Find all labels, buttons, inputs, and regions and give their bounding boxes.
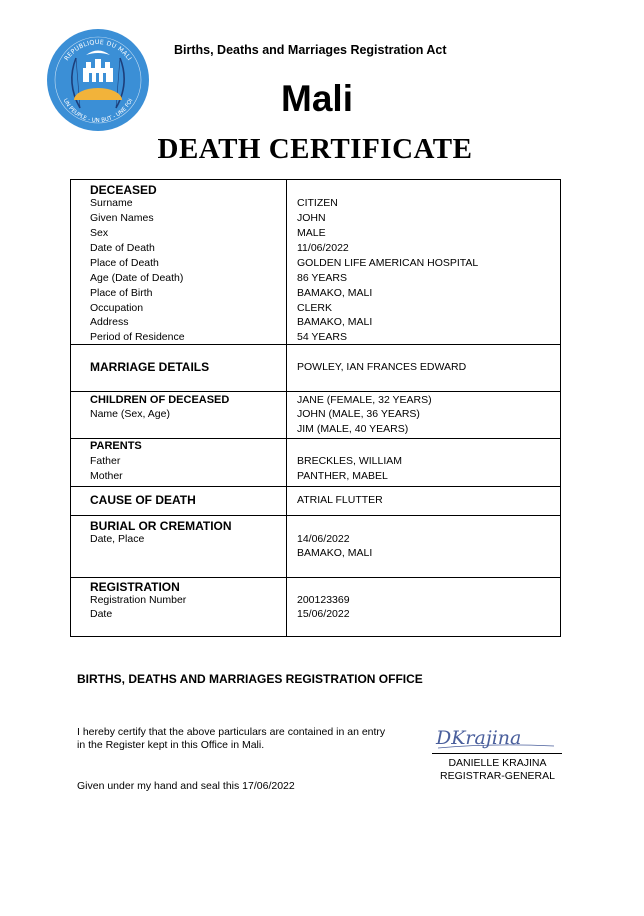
given-under-seal: Given under my hand and seal this 17/06/2022 — [77, 780, 295, 792]
given-names-value: JOHN — [297, 212, 326, 224]
registrar-name: DANIELLE KRAJINA — [448, 757, 547, 769]
place-of-birth-label: Place of Birth — [90, 287, 153, 299]
burial-section — [71, 515, 560, 578]
registration-number-value: 200123369 — [297, 594, 350, 606]
parents-section — [71, 438, 560, 487]
registration-act-heading: Births, Deaths and Marriages Registration Act — [174, 43, 447, 57]
date-of-death-label: Date of Death — [90, 242, 155, 254]
marriage-value: POWLEY, IAN FRANCES EDWARD — [297, 361, 467, 373]
deceased-heading: DECEASED — [90, 183, 157, 197]
cause-section — [71, 486, 560, 516]
father-value: BRECKLES, WILLIAM — [297, 455, 403, 467]
registration-date-label: Date — [90, 608, 113, 620]
country-name: Mali — [281, 78, 353, 119]
certificate-table — [70, 179, 561, 637]
address-value: BAMAKO, MALI — [297, 316, 373, 328]
period-of-residence-value: 54 YEARS — [297, 331, 348, 343]
children-heading: CHILDREN OF DECEASED — [90, 394, 230, 406]
children-label: Name (Sex, Age) — [90, 408, 170, 420]
burial-place: BAMAKO, MALI — [297, 547, 373, 559]
cause-value: ATRIAL FLUTTER — [297, 494, 383, 506]
mother-label: Mother — [90, 470, 123, 482]
marriage-heading: MARRIAGE DETAILS — [90, 360, 210, 374]
registration-date-value: 15/06/2022 — [297, 608, 350, 620]
registration-office-title: BIRTHS, DEATHS AND MARRIAGES REGISTRATION OFFICE — [77, 672, 423, 686]
occupation-value: CLERK — [297, 302, 333, 314]
signature-line — [432, 753, 562, 754]
sex-label: Sex — [90, 227, 109, 239]
surname-label: Surname — [90, 197, 133, 209]
seal-bottom-text: UN PEUPLE - UN BUT - UNE FOI — [61, 97, 135, 125]
parents-heading: PARENTS — [90, 440, 142, 452]
surname-value: CITIZEN — [297, 197, 338, 209]
certify-line-1: I hereby certify that the above particulars are contained in an entry — [77, 726, 386, 738]
address-label: Address — [90, 316, 129, 328]
place-of-death-label: Place of Death — [90, 257, 159, 269]
occupation-label: Occupation — [90, 302, 144, 314]
burial-heading: BURIAL OR CREMATION — [90, 519, 232, 533]
registrar-title: REGISTRAR-GENERAL — [440, 770, 555, 782]
child-value: JOHN (MALE, 36 YEARS) — [297, 408, 420, 420]
date-of-death-value: 11/06/2022 — [297, 242, 349, 254]
document-title: DEATH CERTIFICATE — [157, 133, 473, 165]
seal-top-text: REPUBLIQUE DU MALI — [63, 38, 133, 63]
father-label: Father — [90, 455, 121, 467]
registrar-signature — [432, 722, 562, 752]
child-value: JANE (FEMALE, 32 YEARS) — [297, 394, 432, 406]
registration-section — [71, 577, 560, 637]
marriage-section — [71, 344, 560, 392]
burial-label: Date, Place — [90, 533, 145, 545]
age-value: 86 YEARS — [297, 272, 348, 284]
deceased-section — [71, 180, 560, 345]
certify-line-2: in the Register kept in this Office in Mali. — [77, 739, 265, 751]
given-names-label: Given Names — [90, 212, 154, 224]
mother-value: PANTHER, MABEL — [297, 470, 388, 482]
child-value: JIM (MALE, 40 YEARS) — [297, 423, 409, 435]
children-section — [71, 391, 560, 439]
signature-text: DKrajina — [436, 727, 522, 749]
place-of-birth-value: BAMAKO, MALI — [297, 287, 373, 299]
cause-heading: CAUSE OF DEATH — [90, 493, 196, 507]
period-of-residence-label: Period of Residence — [90, 331, 185, 343]
place-of-death-value: GOLDEN LIFE AMERICAN HOSPITAL — [297, 257, 479, 269]
sex-value: MALE — [297, 227, 326, 239]
age-label: Age (Date of Death) — [90, 272, 184, 284]
registration-number-label: Registration Number — [90, 594, 187, 606]
registration-heading: REGISTRATION — [90, 580, 180, 594]
burial-date: 14/06/2022 — [297, 533, 350, 545]
